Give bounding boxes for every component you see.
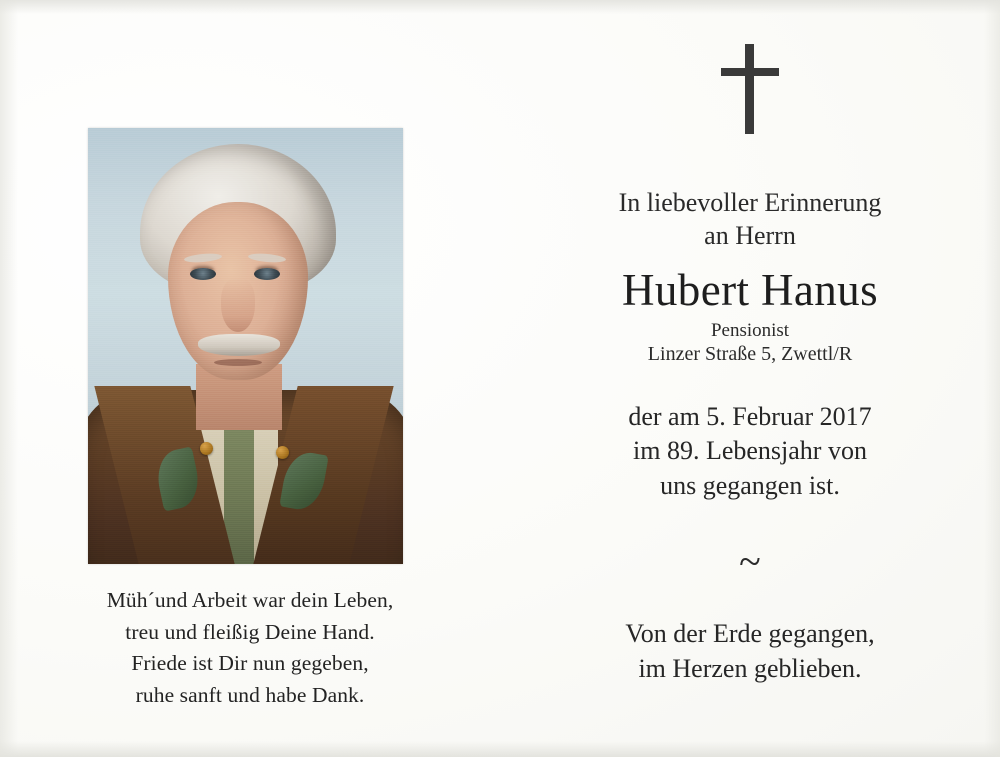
- death-line-1: der am 5. Februar 2017: [628, 401, 872, 431]
- deceased-name: Hubert Hanus: [622, 264, 878, 315]
- intro-line-2: an Herrn: [704, 221, 796, 251]
- death-line-3: uns gegangen ist.: [660, 470, 840, 500]
- verse-line-1: Müh´und Arbeit war dein Leben,: [106, 588, 394, 612]
- memorial-intro: [500, 186, 1000, 253]
- photo-grain-overlay: [88, 128, 403, 564]
- intro-line-1: In liebevoller Erinnerung: [618, 188, 882, 217]
- deceased-occupation: Pensionist: [710, 319, 790, 341]
- verse-line-3: Friede ist Dir nun gegeben,: [131, 651, 369, 676]
- memorial-verse: [0, 585, 500, 711]
- closing-line-2: im Herzen geblieben.: [638, 653, 862, 683]
- right-page: [500, 0, 1000, 757]
- tilde-separator: ~: [739, 538, 761, 584]
- closing-verse: [500, 616, 1000, 686]
- cross-icon: [500, 42, 1000, 136]
- portrait-photo: [88, 128, 403, 564]
- closing-line-1: Von der Erde gegangen,: [625, 618, 875, 648]
- deceased-address: Linzer Straße 5, Zwettl/R: [647, 342, 853, 365]
- verse-line-2: treu und fleißig Deine Hand.: [125, 619, 375, 644]
- verse-line-4: ruhe sanft und habe Dank.: [135, 682, 365, 707]
- death-information: [500, 400, 1000, 504]
- death-line-2: im 89. Lebensjahr von: [633, 436, 867, 466]
- memorial-text-block: [500, 186, 1000, 686]
